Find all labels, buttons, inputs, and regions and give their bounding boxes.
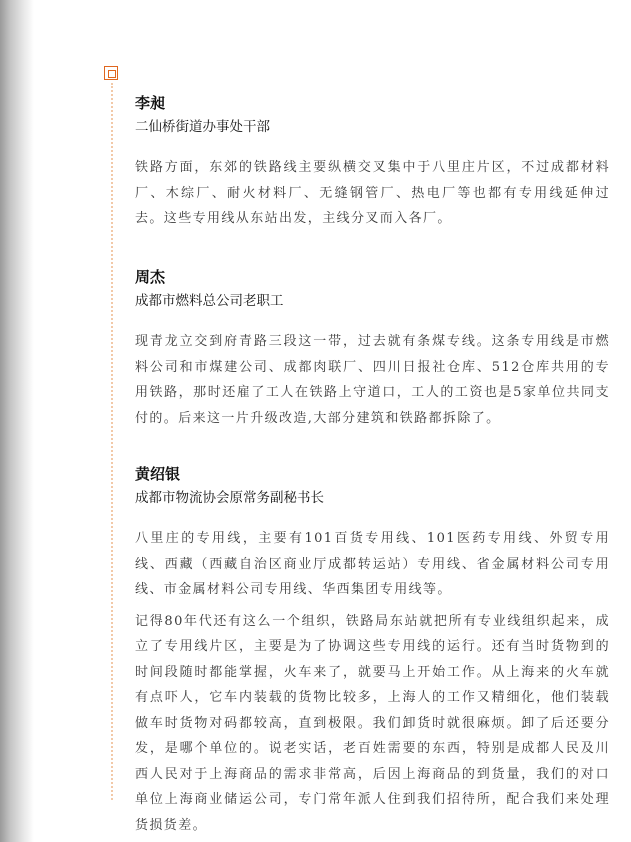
paragraph: 八里庄的专用线，主要有101百货专用线、101医药专用线、外贸专用线、西藏（西藏自治区商业厅成都转运站）专用线、省金属材料公司专用线、市金属材料公司专用线、华西集团专用线等。 [135,531,610,597]
timeline-dotted-line [111,83,113,800]
testimony-section-3 [135,464,610,838]
person-name: 李昶 [135,94,166,112]
person-title: 二仙桥街道办事处干部 [135,119,270,135]
testimony-section-2 [135,267,610,431]
testimony-section-1 [135,93,610,232]
person-name: 黄绍银 [135,465,181,483]
paragraph: 铁路方面，东郊的铁路线主要纵横交叉集中于八里庄片区，不过成都材料厂、木综厂、耐火材料厂、无缝钢管厂、热电厂等也都有专用线延伸过去。这些专用线从东站出发，主线分叉而入各厂。 [135,160,610,226]
person-title: 成都市燃料总公司老职工 [135,293,284,309]
page-edge-shadow [0,0,34,842]
paragraph: 记得80年代还有这么一个组织，铁路局东站就把所有专业线组织起来，成立了专用线片区，主要是为了协调这些专用线的运行。还有当时货物到的时间段随时都能掌握，火车来了，就要马上开始工作。从上海来的火车就有点吓人，它车内装载的货物比较多，上海人的工作又精细化，他们装载做车时货物对码都较高，直到极限。我们卸货时就很麻烦。卸了后还要分发，是哪个单位的。说老实话，老百姓需要的东西，特别是成都人民及川西人民对于上海商品的需求非常高，后因上海商品的到货量，我们的对口单位上海商业储运公司，专门常年派人住到我们招待所，配合我们来处理货损货差。 [135,613,610,833]
person-name: 周杰 [135,268,166,286]
paragraph: 现青龙立交到府青路三段这一带，过去就有条煤专线。这条专用线是市燃料公司和市煤建公司、成都肉联厂、四川日报社仓库、512仓库共用的专用铁路，那时还雇了工人在铁路上守道口，工人的工资也是5家单位共同支付的。后来这一片升级改造,大部分建筑和铁路都拆除了。 [135,334,610,426]
quote-box-icon [104,66,118,80]
person-title: 成都市物流协会原常务副秘书长 [135,490,324,506]
